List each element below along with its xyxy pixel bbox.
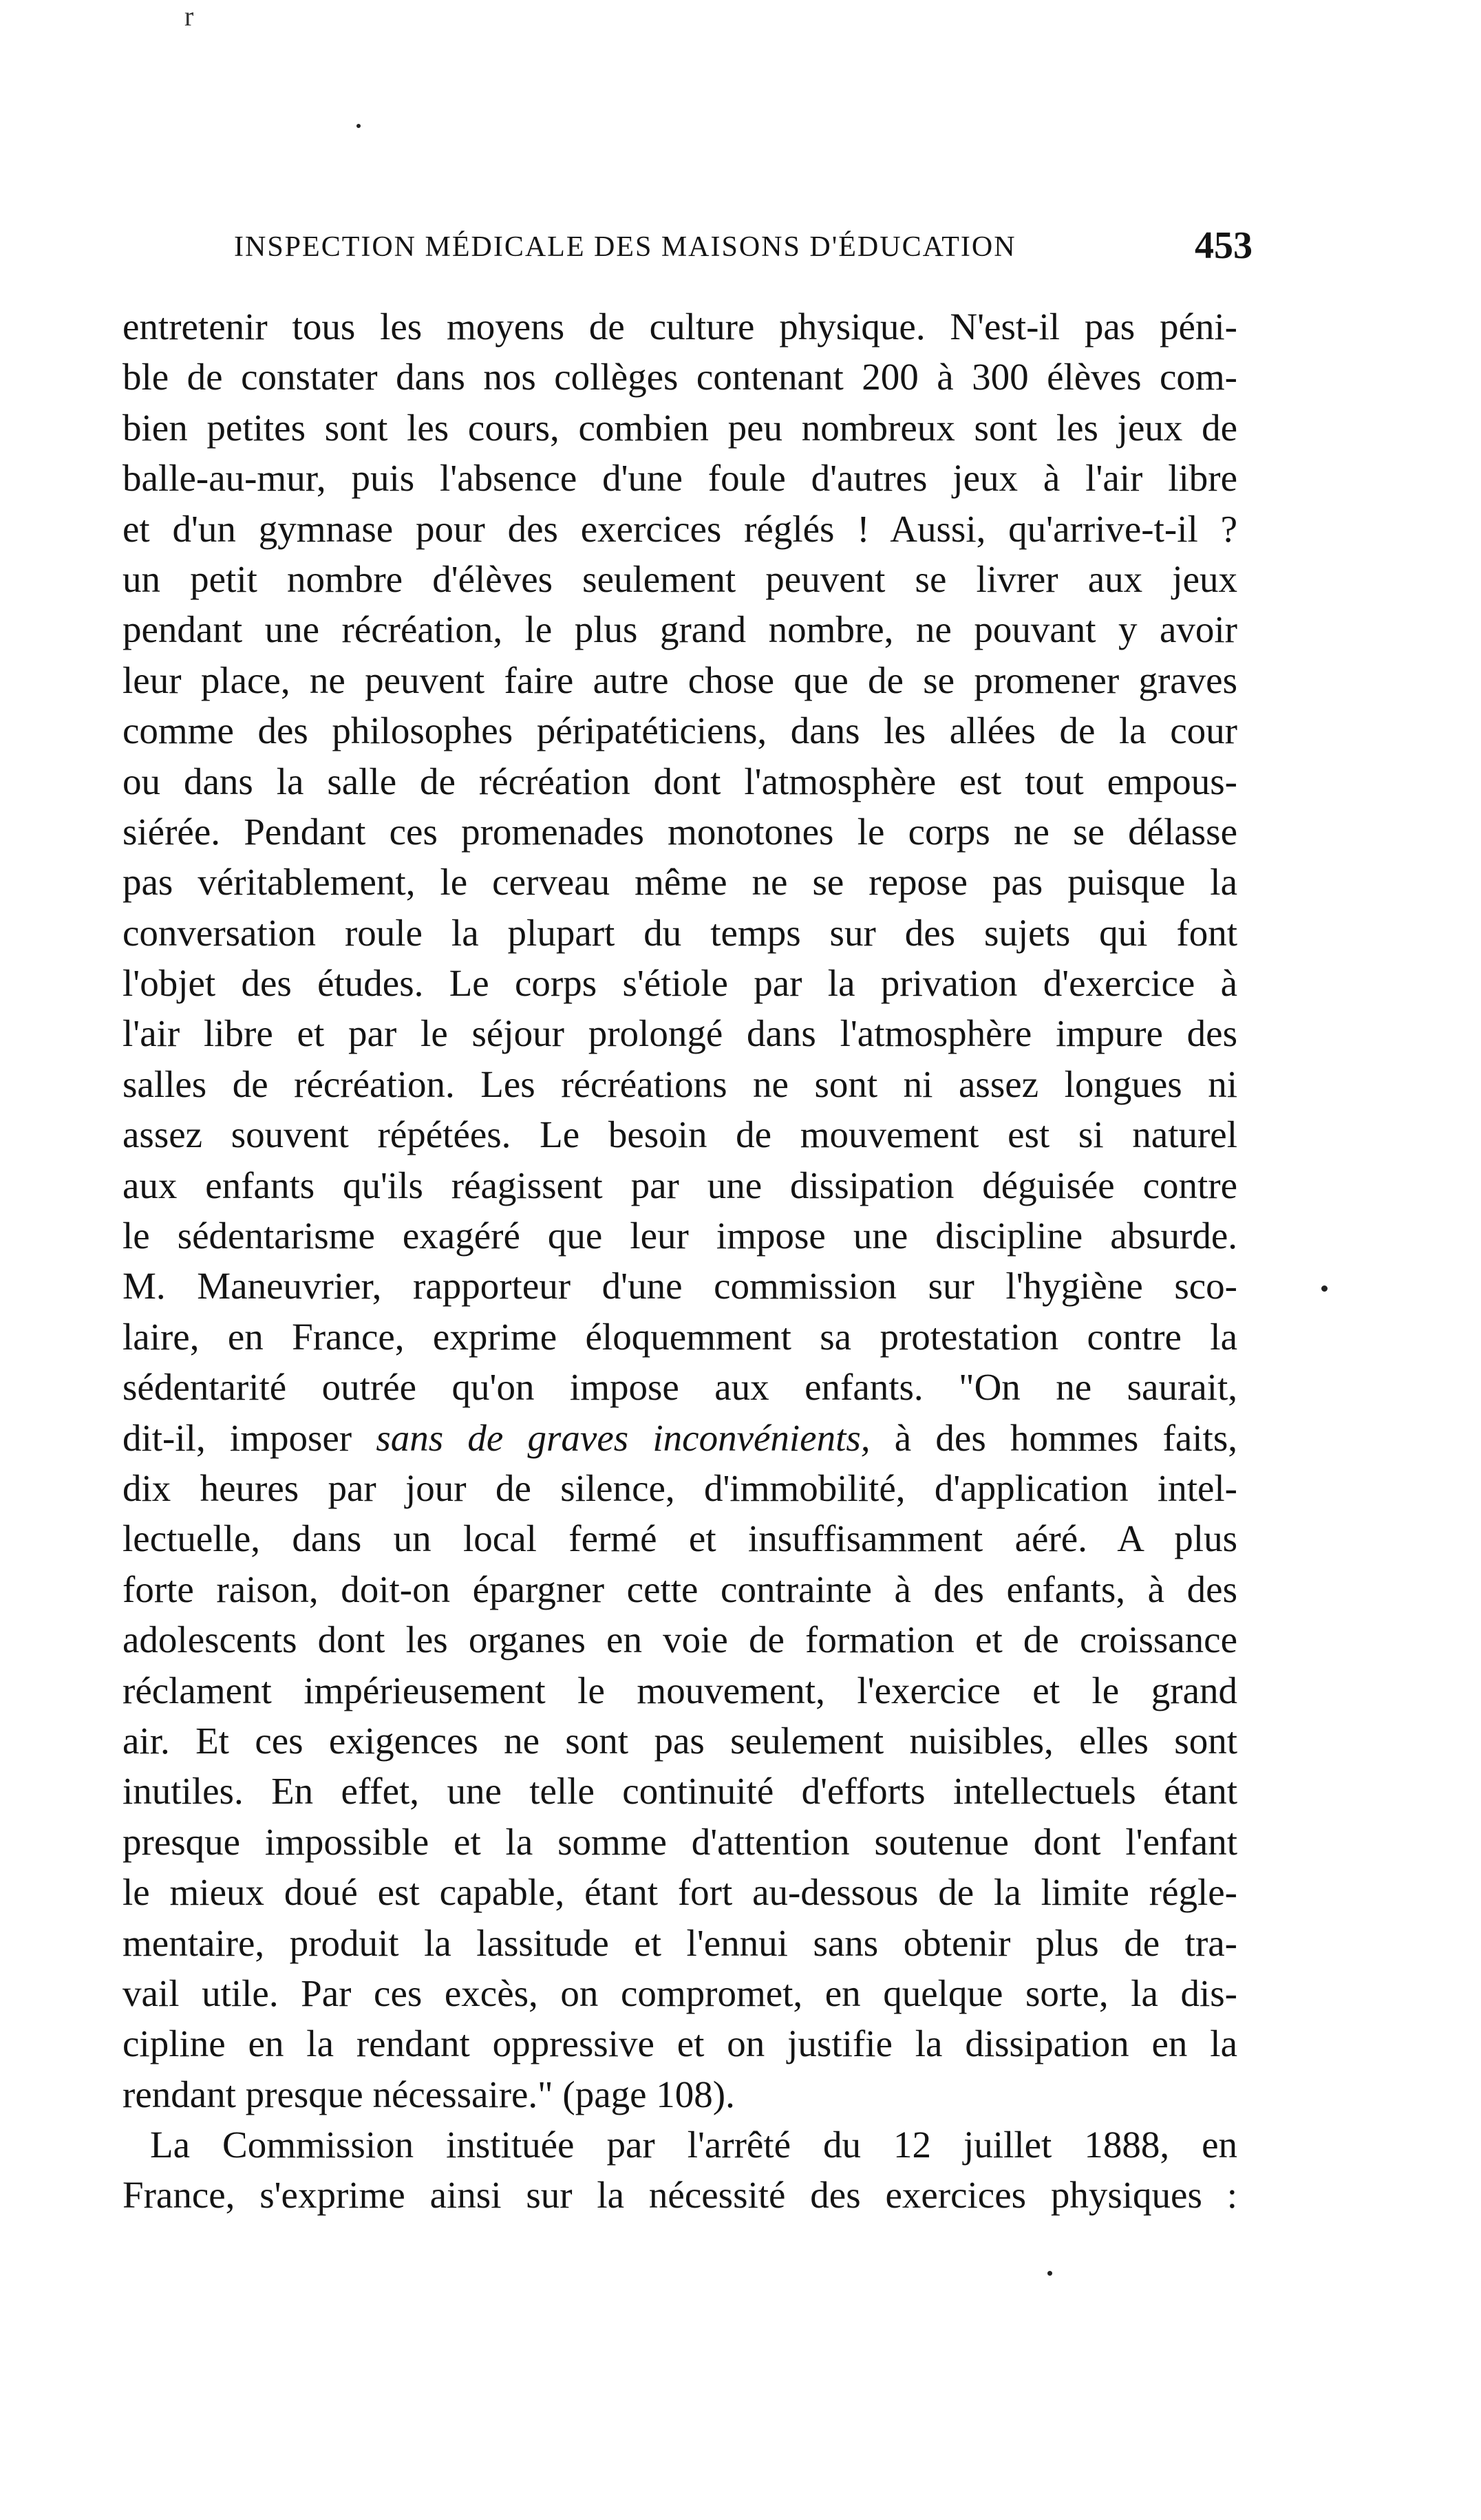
text-line: air. Et ces exigences ne sont pas seulement nuisibles, elles sont (122, 1719, 1237, 1762)
printer-mark: r (184, 1, 194, 32)
text-line: La Commission instituée par l'arrêté du 12 juillet 1888, en (150, 2124, 1237, 2166)
text-line: un petit nombre d'élèves seulement peuvent se livrer aux jeux (122, 557, 1237, 600)
text-line: ou dans la salle de récréation dont l'atmosphère est tout empous- (122, 760, 1237, 802)
text-line: entretenir tous les moyens de culture physique. N'est-il pas péni- (122, 306, 1237, 348)
text-line: M. Maneuvrier, rapporteur d'une commission sur l'hygiène sco- (122, 1265, 1237, 1307)
text-line: et d'un gymnase pour des exercices réglés ! Aussi, qu'arrive-t-il ? (122, 507, 1237, 550)
italic-phrase: sans de graves inconvénients, (376, 1416, 871, 1459)
text-line: balle-au-mur, puis l'absence d'une foule d'autres jeux à l'air libre (122, 457, 1237, 500)
text-line: France, s'exprime ainsi sur la nécessité des exercices physiques : (122, 2174, 1237, 2217)
text-line: l'air libre et par le séjour prolongé dans l'atmosphère impure des (122, 1012, 1237, 1055)
text-line: mentaire, produit la lassitude et l'ennui sans obtenir plus de tra- (122, 1921, 1237, 1964)
page-number: 453 (1195, 224, 1253, 267)
scan-speck (356, 124, 361, 128)
scan-speck (1321, 1285, 1328, 1292)
text-line: ble de constater dans nos collèges contenant 200 à 300 élèves com- (122, 356, 1237, 398)
text-line: leur place, ne peuvent faire autre chose que de se promener graves (122, 659, 1237, 701)
text-line: inutiles. En effet, une telle continuité d'efforts intellectuels étant (122, 1770, 1237, 1813)
scan-speck (1047, 2271, 1052, 2276)
text-line: adolescents dont les organes en voie de formation et de croissance (122, 1619, 1237, 1661)
text-line: laire, en France, exprime éloquemment sa protestation contre la (122, 1315, 1237, 1358)
text-line: sédentarité outrée qu'on impose aux enfants. "On ne saurait, (122, 1366, 1237, 1409)
text-line: pendant une récréation, le plus grand nombre, ne pouvant y avoir (122, 608, 1237, 651)
text-line: réclament impérieusement le mouvement, l'exercice et le grand (122, 1669, 1237, 1711)
text-line: vail utile. Par ces excès, on compromet, en quelque sorte, la dis- (122, 1972, 1237, 2014)
text-line: rendant presque nécessaire." (page 108). (122, 2073, 735, 2115)
text-line: presque impossible et la somme d'attention soutenue dont l'enfant (122, 1820, 1237, 1863)
text-line: forte raison, doit-on épargner cette contrainte à des enfants, à des (122, 1568, 1237, 1610)
text-line: dix heures par jour de silence, d'immobilité, d'application intel- (122, 1466, 1237, 1509)
text-segment: dit-il, imposer (122, 1416, 376, 1459)
text-line: l'objet des études. Le corps s'étiole par la privation d'exercice à (122, 962, 1237, 1005)
text-line: bien petites sont les cours, combien peu nombreux sont les jeux de (122, 406, 1237, 449)
text-line: conversation roule la plupart du temps sur des sujets qui font (122, 911, 1237, 954)
text-line: pas véritablement, le cerveau même ne se repose pas puisque la (122, 861, 1237, 904)
body-text (122, 301, 1237, 2221)
text-line: assez souvent répétées. Le besoin de mouvement est si naturel (122, 1113, 1237, 1156)
text-line: cipline en la rendant oppressive et on justifie la dissipation en la (122, 2022, 1237, 2065)
paragraph-1 (122, 301, 1237, 2119)
text-line: le mieux doué est capable, étant fort au-dessous de la limite régle- (122, 1871, 1237, 1914)
text-line: le sédentarisme exagéré que leur impose une discipline absurde. (122, 1215, 1237, 1257)
text-line-with-italic (122, 1413, 1237, 1463)
running-title: INSPECTION MÉDICALE DES MAISONS D'ÉDUCATION (234, 231, 1016, 263)
paragraph-2 (122, 2119, 1237, 2221)
text-line: comme des philosophes péripatéticiens, dans les allées de la cour (122, 709, 1237, 752)
text-segment: à des hommes faits, (870, 1416, 1237, 1459)
text-line: aux enfants qu'ils réagissent par une dissipation déguisée contre (122, 1164, 1237, 1206)
text-line: salles de récréation. Les récréations ne sont ni assez longues ni (122, 1063, 1237, 1105)
text-line: lectuelle, dans un local fermé et insuffisamment aéré. A plus (122, 1517, 1237, 1560)
page-header (206, 224, 1253, 279)
text-line: siérée. Pendant ces promenades monotones le corps ne se délasse (122, 810, 1237, 853)
